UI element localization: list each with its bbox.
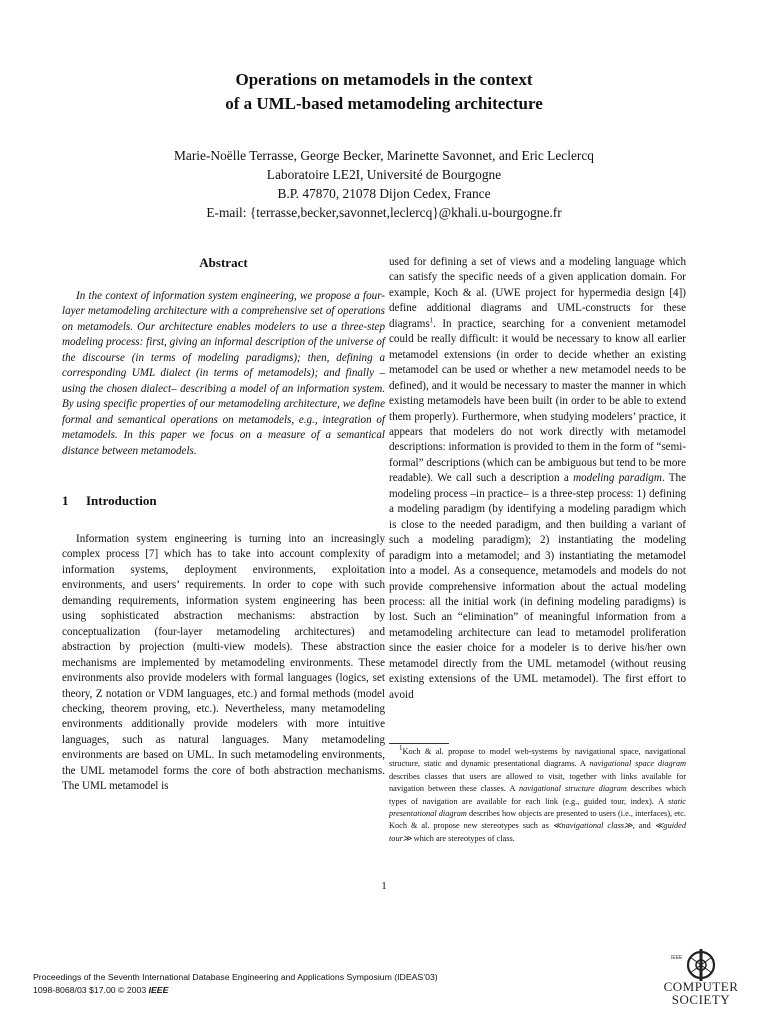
footnote-text: describes which types of navigation are available for each link (e.g., guided tour, index). A bbox=[389, 784, 686, 806]
logo-line-2: SOCIETY bbox=[671, 992, 731, 1007]
footnote-italic: static presentational diagram bbox=[389, 796, 686, 819]
left-column bbox=[62, 254, 385, 795]
right-text-1: used for defining a set of views and a modeling language which can satisfy the specific needs of a given application domain. For example, Koch & al. (UWE project for hypermedia design [4]) define additional diagrams and UML-constructs for these diagrams bbox=[389, 256, 686, 330]
footnote-stereotype: ≪guided tour≫ bbox=[389, 821, 687, 843]
footnote-text: , and bbox=[632, 821, 655, 831]
ieee-mark: IEEE bbox=[148, 984, 169, 995]
proceedings-footer bbox=[33, 971, 438, 996]
author-block bbox=[0, 146, 768, 222]
section-number: 1 bbox=[62, 492, 69, 508]
logo-line-1: COMPUTER bbox=[663, 979, 739, 994]
section-heading-introduction bbox=[62, 492, 385, 510]
title-line-2: of a UML-based metamodeling architecture bbox=[225, 94, 543, 113]
footnote-number: 1 bbox=[399, 744, 403, 753]
footnote-stereotype: ≪navigational class≫ bbox=[552, 821, 633, 831]
paper-title bbox=[0, 68, 768, 116]
proceedings-line-2 bbox=[33, 984, 438, 997]
computer-society-logo bbox=[658, 947, 744, 1009]
right-text-2: . In practice, searching for a convenient metamodel could be really difficult: it would be necessary to know all earlier metamodel extensions (in order to decide whether an existing metamodel can be used or whether a new metamodel needs to be defined), and it would be necessary to master the manner in which existing metamodels have been built (in order to be able to extend them properly). Furthermore, when studying modelers’ practice, it appears that modelers do not work directly with metamodel descriptions: information is provided to them in the form of “semi-formal” descriptions (which can be ambiguous but tend to be more readable). We call such a description a bbox=[389, 317, 687, 485]
ieee-emblem-icon bbox=[683, 947, 719, 983]
footnote-text: which are stereotypes of class. bbox=[411, 833, 515, 843]
logo-wordmark bbox=[658, 980, 744, 1006]
right-text-3: . The modeling process –in practice– is a three-step process: 1) defining a modeling paradigm (by identifying a modeling paradigm which is close to the needed paradigm, and then building a variant of such a modeling paradigm); 2) instantiating the modeling paradigm into a metamodel; and 3) instantiating the metamodel into a model. As a consequence, metamodels and models do not provide comprehensive information about the actual modeling process: all the initial work (in defining modeling paradigms) is lost. Such an “elimination” of meaningful information from a metamodeling architecture can lead to metamodel proliferation since the easier choice for a modeler is to derive his/her own metamodel directly from the UML metamodel (without reusing existing extensions of the UML metamodel). The first effort to avoid bbox=[389, 472, 687, 701]
page-number: 1 bbox=[381, 880, 387, 892]
author-names: Marie-Noëlle Terrasse, George Becker, Marinette Savonnet, and Eric Leclercq bbox=[173, 148, 595, 163]
footnote bbox=[389, 746, 686, 845]
author-email: E-mail: {terrasse,becker,savonnet,leclercq}@khali.u-bourgogne.fr bbox=[206, 205, 562, 220]
abstract-heading: Abstract bbox=[199, 255, 248, 270]
logo-ieee-text: IEEE bbox=[671, 955, 683, 961]
right-column bbox=[389, 255, 686, 703]
introduction-body: Information system engineering is turning into an increasingly complex process [7] which has to take into account complexity of information systems, deployment environments, exploitation environments, and users’ requirements. In order to cope with such demanding requirements, information system engineering has been using sophisticated abstraction mechanisms: abstraction by conceptualization (four-layer metamodeling architectures) and abstraction by projection (multi-view models). These abstraction mechanisms are implemented by metamodeling environments. These environments also provide modelers with formal languages (logics, set theory, Z notation or VDM languages, etc.) and formal methods (model checking, theorem proving, etc.). Nevertheless, many metamodeling environments additionally provide modelers with more intuitive languages, such as natural languages. Many metamodeling environments are based on UML. In such metamodeling environments, the UML metamodel forms the core of both abstraction mechanisms. The UML metamodel is bbox=[62, 532, 385, 793]
proceedings-copyright: 1098-8068/03 $17.00 © 2003 bbox=[33, 984, 149, 995]
title-line-1: Operations on metamodels in the context bbox=[235, 70, 533, 89]
footnote-text: Koch & al. propose to model web-systems by navigational space, navigational structure, static and dynamic presentational diagrams. A bbox=[389, 747, 686, 769]
footnote-italic: navigational structure diagram bbox=[519, 784, 627, 794]
footnote-text: describes classes that users are allowed to visit, together with links available for navigation between these classes. A bbox=[389, 771, 686, 794]
footnote-rule bbox=[389, 743, 449, 744]
proceedings-line-1: Proceedings of the Seventh International Database Engineering and Applications Symposium (IDEAS’03) bbox=[33, 972, 438, 982]
footnote-italic: navigational space diagram bbox=[589, 759, 686, 769]
author-lab: Laboratoire LE2I, Université de Bourgogne bbox=[266, 167, 502, 182]
right-emphasis: modeling paradigm bbox=[573, 472, 662, 485]
abstract-body: In the context of information system engineering, we propose a four-layer metamodeling architecture with a comprehensive set of operations on metamodels. Our architecture enables modelers to use a three-step modeling process: first, giving an informal description of the universe of the discourse (in terms of modeling paradigms); then, defining a corresponding UML dialect (in terms of metamodels); and finally –using the chosen dialect– describing a model of an information system. By using specific properties of our metamodeling architecture, we define formal and semantical operations on metamodels, e.g., integration of metamodels. In this paper we focus on a measure of a semantical distance between metamodels. bbox=[62, 290, 385, 457]
right-column-body bbox=[389, 255, 686, 703]
footnote-text: describes how objects are presented to users (i.e., interfaces), etc. Koch & al. propose new stereotypes such as bbox=[389, 809, 686, 831]
footnote-marker: 1 bbox=[429, 316, 434, 325]
section-title: Introduction bbox=[86, 492, 157, 508]
author-address: B.P. 47870, 21078 Dijon Cedex, France bbox=[277, 186, 491, 201]
